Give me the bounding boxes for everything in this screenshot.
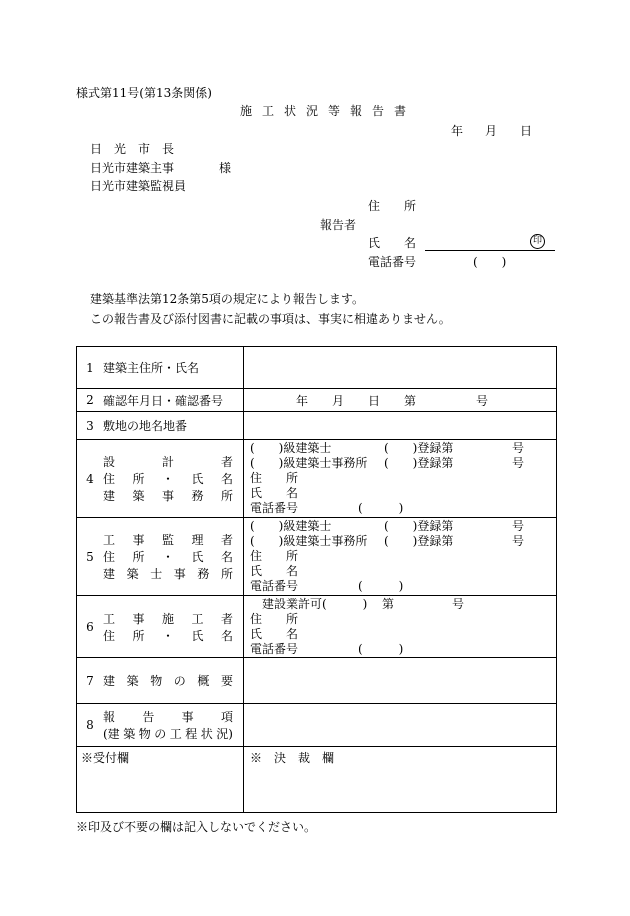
reporter-phone-paren: ( ) <box>473 255 507 269</box>
date-year: 年 <box>451 124 464 138</box>
reception-label: ※受付欄 <box>81 751 130 765</box>
row-number: 7 <box>86 673 94 688</box>
decision-label: ※ 決 裁 欄 <box>250 751 335 765</box>
row-label: 敷地の地名地番 <box>103 419 188 433</box>
intro-line-1: 建築基準法第12条第5項の規定により報告します。 <box>90 292 364 306</box>
report-table <box>76 346 557 813</box>
row-number: 8 <box>86 718 94 732</box>
v: 電話番号 <box>250 579 299 593</box>
v: ( )級建築士 <box>250 441 332 455</box>
v: 号 <box>512 519 525 533</box>
v: ( ) <box>358 579 404 593</box>
v: 住 所 <box>250 549 299 563</box>
row-designer: 4 設 計 者 住 所 ・ 氏 名 建 築 事 務 所 ( )級建築士 ( )登録第 号 ( )級建築士事務所 ( )登録第 号 住 所 氏 名 電話番号 ( ) <box>77 440 557 518</box>
v: 号 <box>512 441 525 455</box>
row-contractor: 6 工 事 施 工 者 住 所 ・ 氏 名 建設業許可( ) 第 号 住 所 氏 名 電話番号 ( ) <box>77 596 557 658</box>
confirmation-text: 年 月 日 第 号 <box>296 393 489 408</box>
footnote: ※印及び不要の欄は記入しないでください。 <box>76 820 317 834</box>
reporter-phone-label: 電話番号 <box>368 255 417 269</box>
seal-mark: 印 <box>530 234 545 249</box>
designer-value[interactable] <box>244 440 557 518</box>
v: ( )登録第 <box>384 519 454 533</box>
supervisor-value[interactable] <box>244 518 557 596</box>
date-month: 月 <box>485 124 498 138</box>
date-day: 日 <box>520 124 533 138</box>
v: 電話番号 <box>250 501 299 515</box>
row-number: 1 <box>86 360 94 375</box>
row-office-use <box>77 747 557 813</box>
row-label: 確認年月日・確認番号 <box>103 393 224 408</box>
row-confirmation <box>77 389 557 412</box>
v: 住 所 <box>250 611 299 626</box>
form-number: 様式第11号(第13条関係) <box>76 86 212 100</box>
document-title: 施工状況等報告書 <box>240 104 417 118</box>
reception-box <box>77 747 244 813</box>
site-value[interactable] <box>244 412 557 440</box>
row-owner <box>77 347 557 389</box>
v: 氏 名 <box>250 626 299 641</box>
row-building-overview: 7 建 築 物 の 概 要 <box>77 658 557 704</box>
v: 住 所 <box>250 471 299 485</box>
intro-line-2: この報告書及び添付図書に記載の事項は、事実に相違ありません。 <box>90 312 451 326</box>
v: ( )級建築士事務所 <box>250 456 368 470</box>
v: 号 <box>452 596 465 611</box>
row-number: 4 <box>86 471 94 486</box>
v: 号 <box>512 534 525 548</box>
row-number: 6 <box>86 619 94 634</box>
reporter-address-label: 住 所 <box>368 199 417 213</box>
v: 電話番号 <box>250 641 299 656</box>
v: ( )登録第 <box>384 456 454 470</box>
v: 氏 名 <box>250 564 299 578</box>
confirmation-value[interactable] <box>244 389 557 412</box>
row-number: 2 <box>86 393 94 407</box>
building-overview-value[interactable] <box>244 658 557 704</box>
reporter-label: 報告者 <box>320 218 357 232</box>
row-report-items: 8 報 告 事 項 (建 築 物 の 工 程 状 況) <box>77 704 557 747</box>
row-label: 建築主住所・氏名 <box>103 361 200 375</box>
contractor-value[interactable] <box>244 596 557 658</box>
v: ( )級建築士 <box>250 519 332 533</box>
row-number: 3 <box>86 418 94 433</box>
owner-value[interactable] <box>244 347 557 389</box>
addressee-building-inspector: 日光市建築監視員 <box>90 179 187 193</box>
v: 建設業許可( ) <box>262 596 368 611</box>
decision-box <box>244 747 557 813</box>
addressee-building-official: 日光市建築主事 <box>90 161 175 175</box>
row-number: 5 <box>86 549 94 564</box>
v: ( )登録第 <box>384 534 454 548</box>
honorific: 様 <box>219 161 232 175</box>
reporter-name-label: 氏 名 <box>368 236 417 250</box>
row-site <box>77 412 557 440</box>
v: ( ) <box>358 501 404 515</box>
v: 第 <box>382 596 395 611</box>
v: 氏 名 <box>250 486 299 500</box>
row-supervisor: 5 工 事 監 理 者 住 所 ・ 氏 名 建 築 士 事 務 所 ( )級建築士 ( )登録第 号 ( )級建築士事務所 ( )登録第 号 住 所 氏 名 電話番号 ( ) <box>77 518 557 596</box>
report-items-value[interactable] <box>244 704 557 747</box>
addressee-mayor: 日 光 市 長 <box>90 142 175 156</box>
v: ( )登録第 <box>384 441 454 455</box>
v: ( ) <box>358 641 404 656</box>
reporter-name-line <box>425 250 555 251</box>
v: 号 <box>512 456 525 470</box>
v: ( )級建築士事務所 <box>250 534 368 548</box>
